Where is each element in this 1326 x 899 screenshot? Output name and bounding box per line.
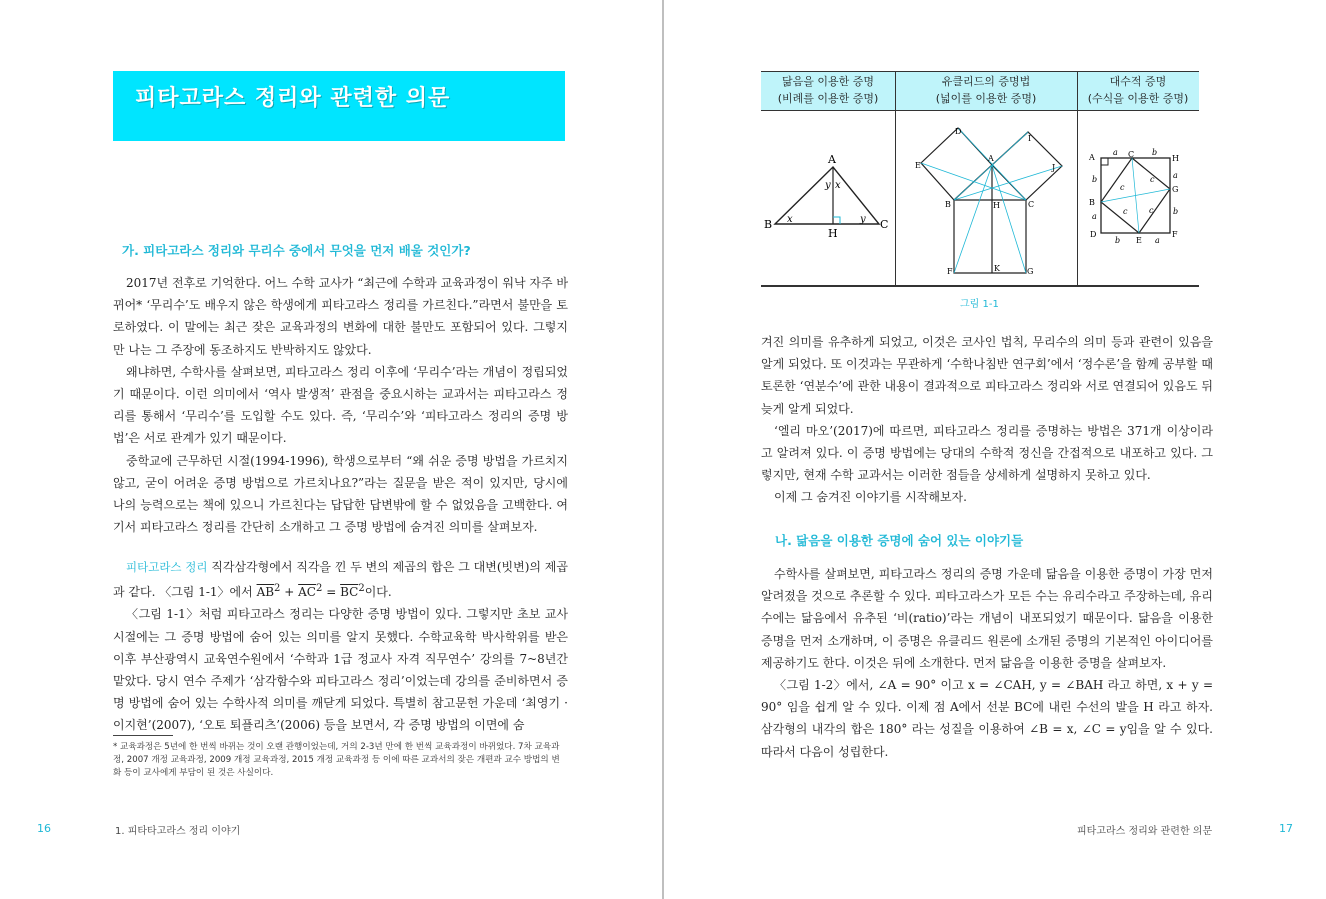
label-y: y bbox=[825, 180, 831, 191]
table-bottom-rule bbox=[761, 285, 1199, 287]
paragraph: 겨진 의미를 유추하게 되었고, 이것은 코사인 법칙, 무리수의 의미 등과 관련이 있음을 알게 되었다. 또 이것과는 무관하게 ‘수학나침반 연구회’에서 ‘정수론’을 함께 공부할 때 토론한 ‘연분수’에 관한 내용이 결과적으로 피타고라스 정리와 서로 연결되어 있음도 뒤늦게 알게 되었다. bbox=[761, 335, 1213, 416]
table-header-algebra bbox=[1077, 71, 1199, 111]
label-G: G bbox=[1172, 185, 1179, 194]
segment-ac: $\overline{AC}$ bbox=[298, 585, 316, 600]
paragraph: 중학교에 근무하던 시절(1994-1996), 학생으로부터 “왜 쉬운 증명 방법을 가르치지 않고, 굳이 어려운 증명 방법으로 가르치나요?”라는 질문을 받은 적이 있지만, 당시에 나의 능력으로는 책에 있으니 가르친다는 답답한 답변밖에 할 수 없었음을 고백한다. 여기서 피타고라스 정리를 간단히 소개하고 그 증명 방법에 숨겨진 의미를 살펴보자. bbox=[113, 453, 568, 535]
page-number-right: 17 bbox=[1279, 822, 1293, 835]
label-c: c bbox=[1120, 183, 1125, 192]
page-number-left: 16 bbox=[37, 822, 51, 835]
label-y: y bbox=[860, 214, 866, 225]
running-head-left: 1. 피타타고라스 정리 이야기 bbox=[115, 826, 241, 837]
header-line: (비례를 이용한 증명) bbox=[777, 92, 879, 105]
label-I: I bbox=[1028, 134, 1032, 143]
label-A: A bbox=[828, 153, 836, 166]
table-header-similarity bbox=[761, 71, 895, 111]
header-line: 유클리드의 증명법 bbox=[941, 75, 1031, 88]
label-b: b bbox=[1115, 236, 1121, 245]
paragraph: 2017년 전후로 기억한다. 어느 수학 교사가 “최근에 수학과 교육과정이 워낙 자주 바뀌어* ‘무리수’도 배우지 않은 학생에게 피타고라스 정리를 가르친다.”라면서 불만을 토로하였다. 이 말에는 최근 잦은 교육과정의 변화에 대한 불만도 포함되어 있다. 그렇지만 나는 그 주장에 동조하지도 반박하지도 않았다. bbox=[113, 276, 568, 357]
label-A: A bbox=[1089, 153, 1095, 162]
label-C: C bbox=[1128, 150, 1135, 159]
header-line: (넓이를 이용한 증명) bbox=[935, 92, 1037, 105]
label-b: b bbox=[1152, 148, 1158, 157]
header-line: 대수적 증명 bbox=[1109, 75, 1167, 88]
label-B: B bbox=[1089, 198, 1095, 207]
label-a: a bbox=[1155, 236, 1160, 245]
square-sup: 2 bbox=[274, 583, 281, 595]
label-a: a bbox=[1173, 171, 1178, 180]
label-a: a bbox=[1113, 148, 1118, 157]
square-sup: 2 bbox=[358, 583, 365, 595]
paragraph: 〈그림 1-2〉에서, ∠A = 90° 이고 x = ∠CAH, y = ∠BAH 라고 하면, x + y = 90° 임을 쉽게 알 수 있다. 이제 점 A에서 선분 BC에 내린 수선의 발을 H 라고 하자. 삼각형의 내각의 합은 180° 라는 성질을 이용하여 ∠B = x, ∠C = y임을 알 수 있다. 따라서 다음이 성립한다. bbox=[761, 678, 1213, 759]
segment-ab: $\overline{AB}$ bbox=[256, 585, 275, 600]
label-D: D bbox=[955, 127, 962, 136]
section-heading-na: 나. 닮음을 이용한 증명에 숨어 있는 이야기들 bbox=[775, 533, 1024, 548]
section-heading-ga: 가. 피타고라스 정리와 무리수 중에서 무엇을 먼저 배울 것인가? bbox=[122, 243, 471, 258]
label-D: D bbox=[1090, 230, 1097, 239]
equals-sign: = bbox=[326, 585, 337, 600]
label-c: c bbox=[1123, 207, 1128, 216]
segment-bc: $\overline{BC}$ bbox=[340, 585, 359, 600]
plus-sign: + bbox=[284, 585, 295, 600]
table-header-euclid bbox=[895, 71, 1077, 111]
theorem-term: 피타고라스 정리 bbox=[126, 560, 208, 574]
label-F: F bbox=[1172, 230, 1178, 239]
paragraph: 〈그림 1-1〉처럼 피타고라스 정리는 다양한 증명 방법이 있다. 그렇지만 초보 교사 시절에는 그 증명 방법에 숨어 있는 의미를 알지 못했다. 수학교육학 박사학위를 받은 이후 부산광역시 교육연수원에서 ‘수학과 1급 정교사 자격 직무연수’ 강의를 7~8년간 맡았다. 당시 연수 주제가 ‘삼각함수와 피타고라스 정리’이었는데 강의를 준비하면서 증명 방법에 숨어 있는 수학사적 의미를 깨닫게 되었다. 특별히 참고문헌 가운데 ‘최영기 · 이지현’(2007), ‘오토 퇴플리츠’(2006) 등을 보면서, 각 증명 방법의 이면에 숨 bbox=[113, 607, 568, 733]
algebraic-proof-figure bbox=[1077, 110, 1199, 285]
footnote: * 교육과정은 5년에 한 번씩 바뀌는 것이 오랜 관행이었는데, 거의 2-3년 만에 한 번씩 교육과정이 바뀌었다. 7차 교육과정, 2007 개정 교육과정, 2009 개정 교육과정, 2015 개정 교육과정 등 이에 따른 교과서의 잦은 개편과 교수 방법의 변화 등이 교사에게 부담이 된 것은 사실이다. bbox=[113, 742, 560, 778]
label-H: H bbox=[993, 201, 1000, 210]
label-b: b bbox=[1173, 207, 1179, 216]
label-H: H bbox=[1172, 154, 1179, 163]
label-G: G bbox=[1027, 267, 1034, 276]
label-x: x bbox=[787, 214, 793, 225]
figure-caption: 그림 1-1 bbox=[960, 299, 999, 310]
chapter-title: 피타고라스 정리와 관련한 의문 bbox=[135, 86, 451, 111]
theorem-end: 이다. bbox=[364, 585, 392, 600]
label-E: E bbox=[915, 161, 921, 170]
paragraph: 수학사를 살펴보면, 피타고라스 정리의 증명 가운데 닮음을 이용한 증명이 가장 먼저 알려졌을 것으로 추론할 수 있다. 피타고라스가 모든 수는 유리수라고 주장하는데, 유리수에는 닮음에서 유추된 ‘비(ratio)’라는 개념이 내포되었기 때문이다. 닮음을 이용한 증명을 먼저 소개하며, 이 증명은 유클리드 원론에 소개된 증명의 기본적인 아이디어를 제공하기도 한다. 이것은 뒤에 소개한다. 먼저 닮음을 이용한 증명을 살펴보자. bbox=[761, 567, 1213, 670]
paragraph: 이제 그 숨겨진 이야기를 시작해보자. bbox=[774, 490, 967, 505]
header-line: 닮음을 이용한 증명 bbox=[781, 75, 874, 88]
running-head-right: 피타고라스 정리와 관련한 의문 bbox=[1077, 826, 1213, 837]
label-C: C bbox=[1028, 200, 1035, 209]
label-E: E bbox=[1136, 236, 1142, 245]
label-J: J bbox=[1052, 163, 1056, 172]
label-c: c bbox=[1150, 175, 1155, 184]
square-sup: 2 bbox=[316, 583, 323, 595]
paragraph: 왜냐하면, 수학사를 살펴보면, 피타고라스 정리 이후에 ‘무리수’라는 개념이 정립되었기 때문이다. 이런 의미에서 ‘역사 발생적’ 관점을 중요시하는 교과서는 피타고라스 정리를 통해서 ‘무리수’를 도입할 수도 있다. 즉, ‘무리수’와 ‘피타고라스 정리의 증명 방법’은 서로 관계가 있기 때문이다. bbox=[113, 364, 568, 446]
label-c: c bbox=[1149, 206, 1154, 215]
label-F: F bbox=[947, 267, 953, 276]
label-B: B bbox=[764, 218, 773, 231]
label-B: B bbox=[945, 200, 951, 209]
label-x: x bbox=[835, 180, 841, 191]
euclid-proof-figure bbox=[895, 110, 1077, 285]
label-A: A bbox=[988, 154, 994, 163]
label-K: K bbox=[994, 264, 1000, 273]
label-C: C bbox=[880, 218, 889, 231]
similarity-proof-figure bbox=[761, 110, 895, 285]
label-a: a bbox=[1092, 212, 1097, 221]
theorem-text: 직각삼각형에서 직각을 낀 두 변의 제곱의 합은 그 대변(빗변)의 제곱과 같다. 〈그림 1-1〉에서 bbox=[113, 560, 568, 600]
header-line: (수식을 이용한 증명) bbox=[1087, 92, 1189, 105]
continued-text bbox=[761, 331, 1213, 509]
paragraph: ‘엘리 마오’(2017)에 따르면, 피타고라스 정리를 증명하는 방법은 371개 이상이라고 알려져 있다. 이 증명 방법에는 당대의 수학적 정신을 간접적으로 내포하고 있다. 그렇지만, 현재 수학 교과서는 이러한 점들을 상세하게 설명하지 못하고 있다. bbox=[761, 423, 1213, 483]
label-H: H bbox=[828, 227, 838, 240]
label-b: b bbox=[1092, 175, 1098, 184]
section-na-text bbox=[761, 563, 1213, 763]
